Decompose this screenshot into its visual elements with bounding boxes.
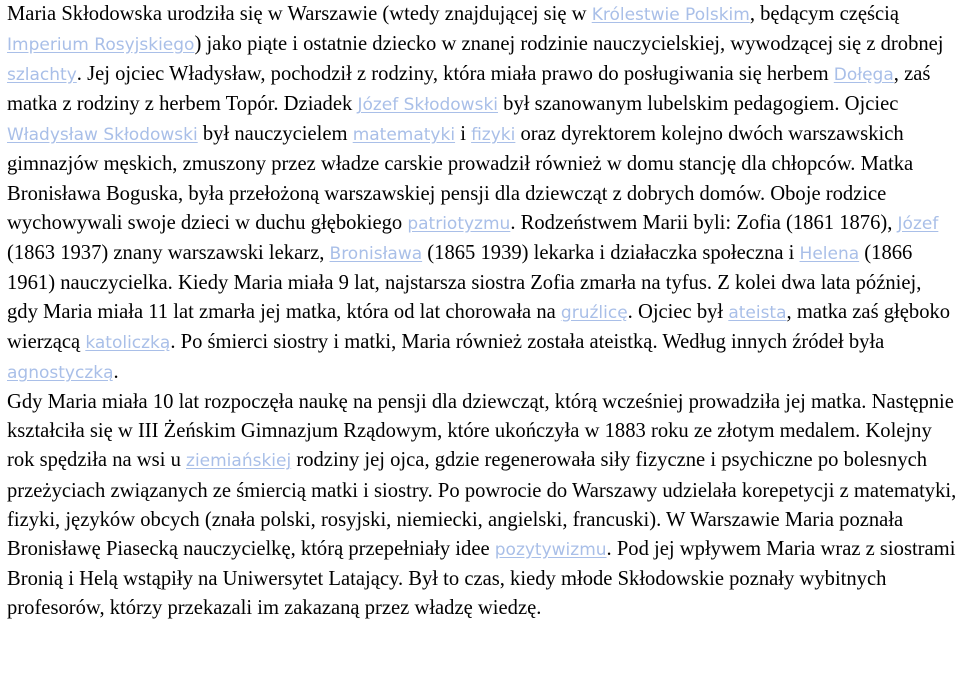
paragraph-text: ) jako piąte i ostatnie dziecko w znanej rodzinie nauczycielskiej, wywodzącej się z drobnej	[194, 33, 944, 56]
link-pozytywizmu[interactable]: pozytywizmu	[494, 539, 607, 560]
paragraph-text: . Ojciec był	[627, 300, 729, 323]
link-fizyki[interactable]: fizyki	[471, 125, 516, 146]
document-body	[7, 0, 957, 623]
paragraph-text: był nauczycielem	[197, 123, 353, 146]
link-krolestwie-polskim[interactable]: Królestwie Polskim	[591, 5, 750, 25]
paragraph-text: , zaś matka z rodziny z herbem Topór. Dziadek	[7, 63, 931, 116]
link-wladyslaw-sklodowski[interactable]: Władysław Skłodowski	[7, 125, 198, 146]
paragraph-text: (1866 1961) nauczycielka. Kiedy Maria miała 9 lat, najstarsza siostra Zofia zmarła na tyfus. Z kolei dwa lata później, gdy Maria miała 11 lat zmarła jej matka, która od lat chorowała na	[7, 241, 922, 323]
paragraph-text: i	[455, 123, 472, 146]
paragraph-text: Gdy Maria miała 10 lat rozpoczęła naukę na pensji dla dziewcząt, którą wcześniej prowadziła jej matka. Następnie kształciła się w III Żeńskim Gimnazjum Rządowym, które ukończyła w 1883 roku ze złotym medalem. Kolejny rok spędziła na wsi u	[7, 391, 954, 472]
paragraph-text: . Pod jej wpływem Maria wraz z siostrami Bronią i Helą wstąpiły na Uniwersytet Latający. Był to czas, kiedy młode Skłodowskie poznały wybitnych profesorów, którzy przekazali im zakazaną przez władzę wiedzę.	[7, 537, 956, 619]
paragraph-text: , matka zaś głęboko wierzącą	[7, 300, 951, 354]
paragraph-text: . Rodzeństwem Marii byli: Zofia (1861 1876),	[510, 211, 898, 234]
link-gruzlice[interactable]: gruźlicę	[560, 302, 628, 323]
paragraph-text: był szanowanym lubelskim pedagogiem. Ojciec	[498, 93, 899, 116]
link-bronislawa[interactable]: Bronisława	[329, 243, 423, 264]
link-szlachty[interactable]: szlachty	[7, 65, 77, 86]
link-dolega[interactable]: Dołęga	[833, 65, 894, 86]
link-jozef-sklodowski[interactable]: Józef Skłodowski	[357, 95, 499, 116]
paragraph-text: (1865 1939) lekarka i działaczka społeczna i	[422, 241, 800, 264]
paragraph	[7, 0, 957, 388]
paragraph-text: .	[113, 361, 119, 384]
link-ziemianskiej[interactable]: ziemiańskiej	[186, 451, 292, 472]
paragraph-text: , będącym częścią	[749, 3, 900, 25]
paragraph-text: . Jej ojciec Władysław, pochodził z rodziny, która miała prawo do posługiwania się herbem	[76, 63, 834, 86]
paragraph-text: rodziny jej ojca, gdzie regenerowała siły fizyczne i psychiczne po bolesnych przeżyciach związanych ze śmiercią matki i siostry. Po powrocie do Warszawy udzielała korepetycji z matematyki, fizyki, języków obcych (znała polski, rosyjski, niemiecki, angielski, francuski). W Warszawie Maria poznała Bronisławę Piasecką nauczycielkę, którą przepełniały idee	[7, 449, 957, 560]
link-katoliczka[interactable]: katoliczką	[85, 333, 171, 354]
link-agnostyczka[interactable]: agnostyczką	[7, 363, 114, 384]
paragraph-text: oraz dyrektorem kolejno dwóch warszawskich gimnazjów męskich, zmuszony przez władze carskie prowadził również w domu stancję dla chłopców. Matka Bronisława Boguska, była przełożoną warszawskiej pensji dla dziewcząt z dobrych domów. Oboje rodzice wychowywali swoje dzieci w duchu głębokiego	[7, 123, 914, 234]
link-helena[interactable]: Helena	[799, 243, 860, 264]
paragraph-text: Maria Skłodowska urodziła się w Warszawie (wtedy znajdującej się w	[7, 3, 592, 25]
link-ateista[interactable]: ateista	[728, 302, 787, 323]
paragraph-text: (1863 1937) znany warszawski lekarz,	[7, 241, 330, 264]
paragraph-text: . Po śmierci siostry i matki, Maria również została ateistką. Według innych źródeł była	[170, 331, 885, 354]
link-matematyki[interactable]: matematyki	[352, 125, 456, 146]
paragraph	[7, 388, 957, 623]
link-imperium-rosyjskiego[interactable]: Imperium Rosyjskiego	[7, 35, 195, 56]
link-patriotyzmu[interactable]: patriotyzmu	[407, 213, 511, 234]
link-jozef[interactable]: Józef	[897, 213, 939, 234]
